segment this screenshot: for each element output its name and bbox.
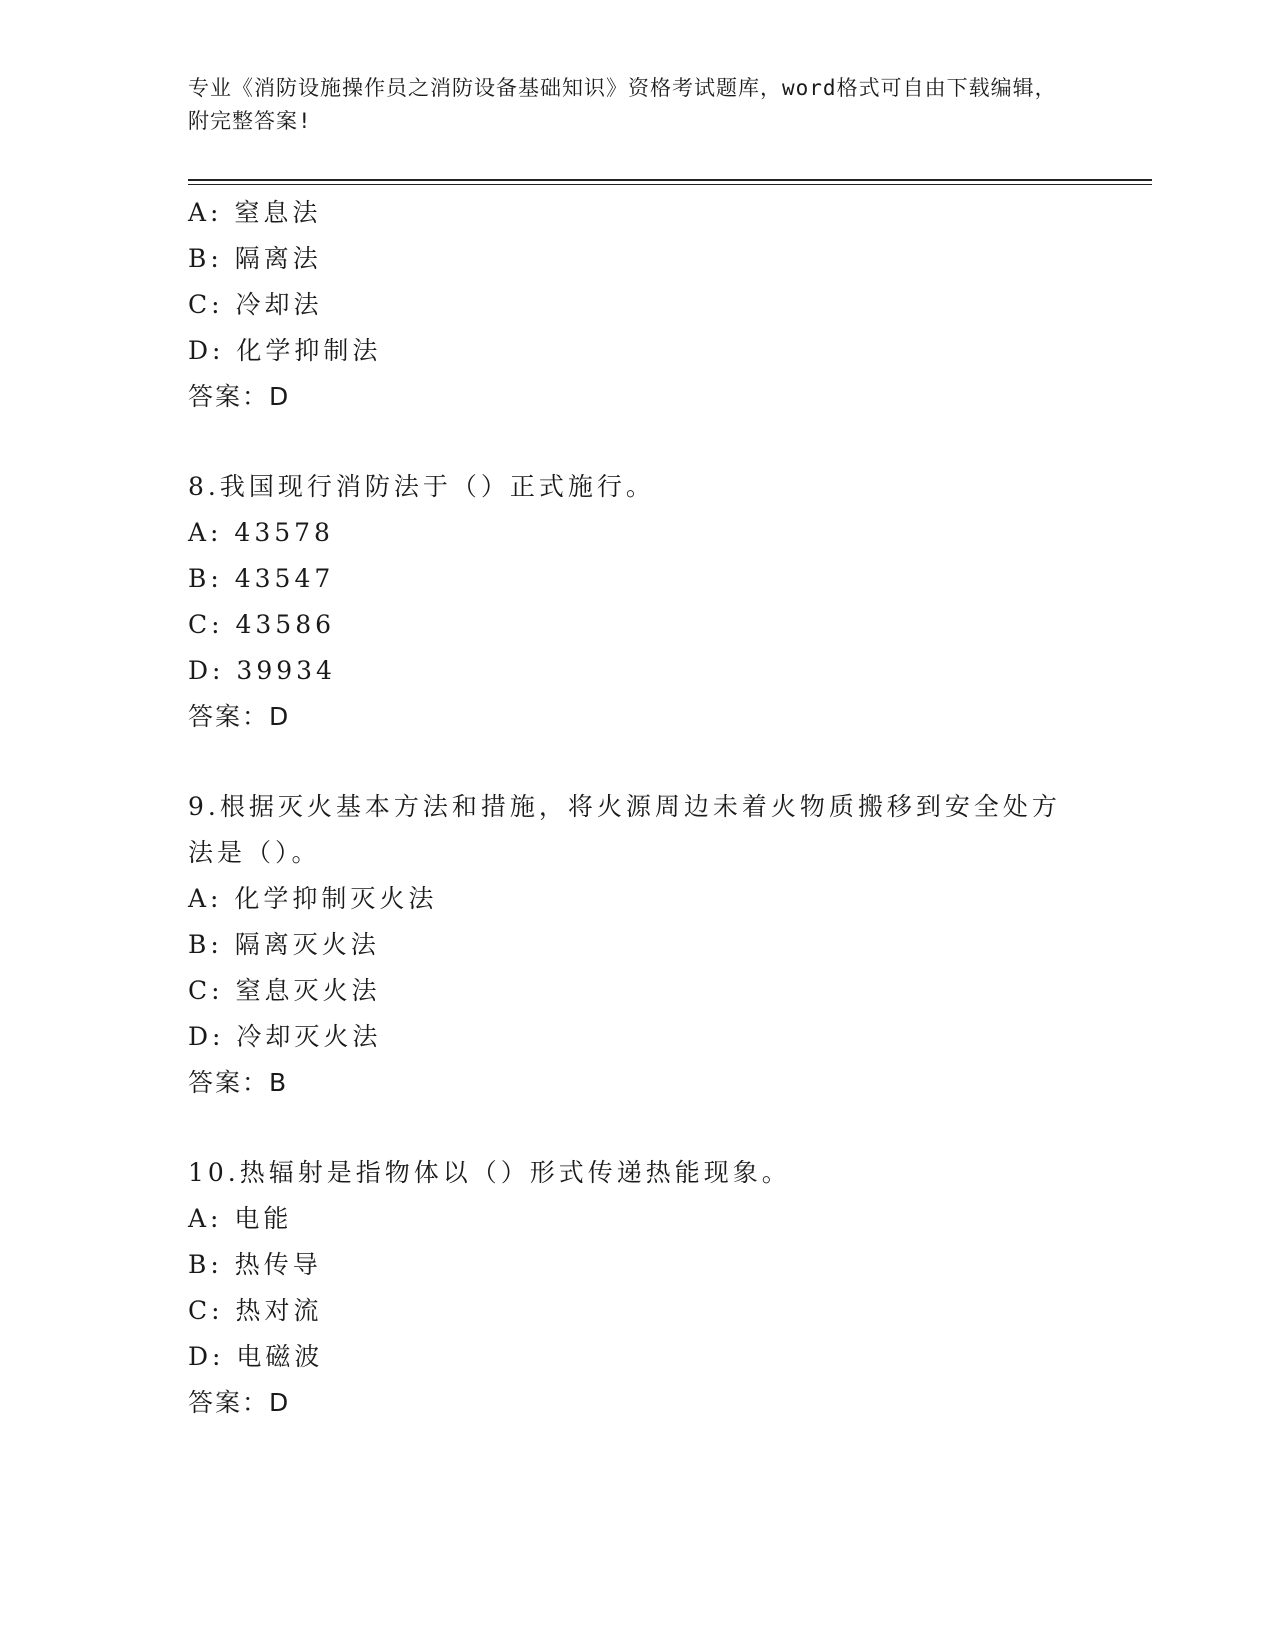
question-block-8 <box>188 464 1068 740</box>
spacer <box>188 740 1068 784</box>
question-stem: 10.热辐射是指物体以（）形式传递热能现象。 <box>188 1158 791 1187</box>
question-block-9 <box>188 784 1068 1106</box>
document-header <box>188 72 1068 138</box>
answer-line: 答案：D <box>188 1388 291 1417</box>
option-a: A: 窒息法 <box>188 198 322 227</box>
question-stem: 9.根据灭火基本方法和措施，将火源周边未着火物质搬移到安全处方法是（）。 <box>188 792 1061 867</box>
option-a: A: 43578 <box>188 518 334 547</box>
question-block-10 <box>188 1150 1068 1426</box>
option-d: D: 化学抑制法 <box>188 336 382 365</box>
question-list <box>188 190 1068 1426</box>
header-divider-thick <box>188 179 1152 181</box>
option-b: B: 隔离灭火法 <box>188 930 380 959</box>
header-intro-text: 专业《消防设施操作员之消防设备基础知识》资格考试题库，word格式可自由下载编辑，附完整答案! <box>188 76 1057 133</box>
option-d: D: 冷却灭火法 <box>188 1022 382 1051</box>
option-c: C: 窒息灭火法 <box>188 976 381 1005</box>
option-b: B: 热传导 <box>188 1250 322 1279</box>
option-b: B: 43547 <box>188 564 335 593</box>
answer-line: 答案：D <box>188 382 291 411</box>
option-d: D: 39934 <box>188 656 336 685</box>
spacer <box>188 420 1068 464</box>
question-stem: 8.我国现行消防法于（）正式施行。 <box>188 472 655 501</box>
question-block-7 <box>188 190 1068 420</box>
option-c: C: 43586 <box>188 610 336 639</box>
option-b: B: 隔离法 <box>188 244 322 273</box>
spacer <box>188 1106 1068 1150</box>
option-d: D: 电磁波 <box>188 1342 324 1371</box>
option-c: C: 热对流 <box>188 1296 323 1325</box>
option-a: A: 化学抑制灭火法 <box>188 884 438 913</box>
option-a: A: 电能 <box>188 1204 293 1233</box>
header-divider-thin <box>188 184 1152 185</box>
option-c: C: 冷却法 <box>188 290 323 319</box>
answer-line: 答案：B <box>188 1068 289 1097</box>
answer-line: 答案：D <box>188 702 291 731</box>
